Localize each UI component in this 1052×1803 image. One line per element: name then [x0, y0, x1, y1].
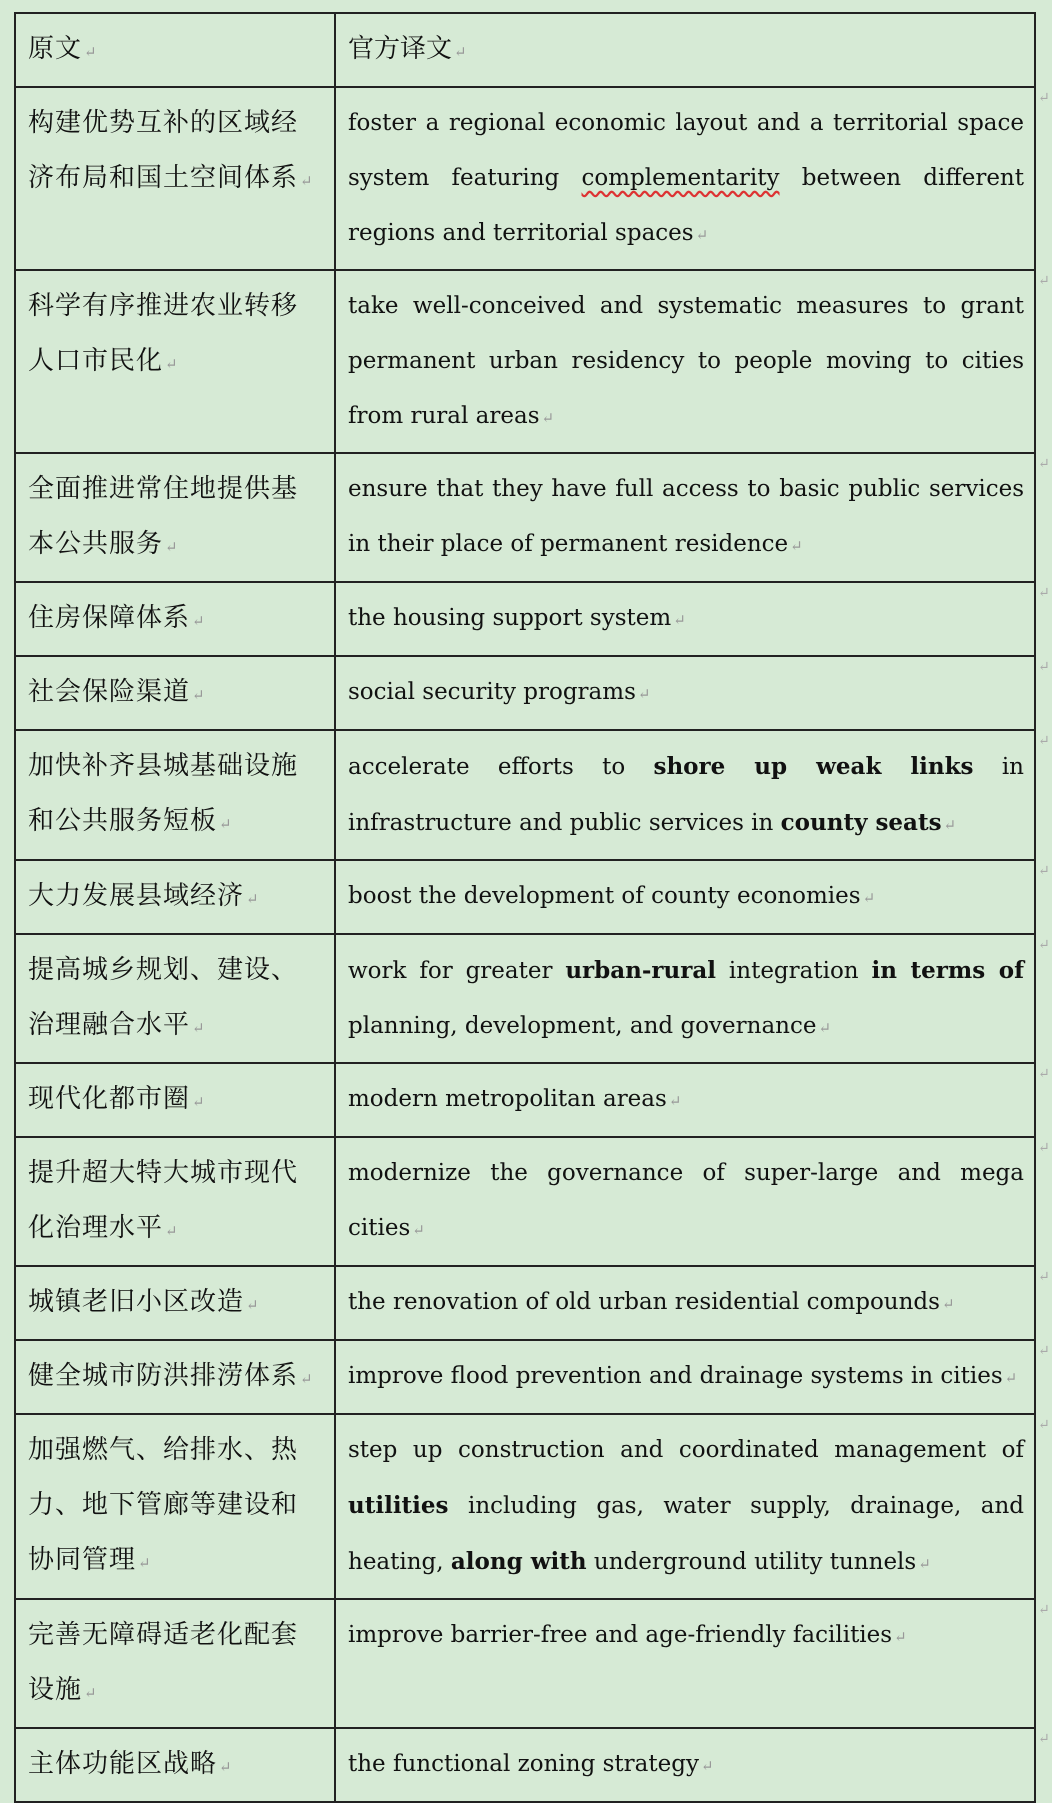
source-term: 全面推进常住地提供基本公共服务 — [28, 474, 299, 559]
table-row — [15, 270, 1035, 453]
bold-term: utilities — [348, 1492, 449, 1519]
header-row — [15, 13, 1035, 87]
table-row — [15, 934, 1035, 1063]
bold-term: in terms of — [871, 957, 1024, 984]
bold-term: county seats — [780, 809, 942, 836]
translation-cell — [335, 730, 1035, 860]
source-term: 城镇老旧小区改造 — [28, 1287, 245, 1317]
translation-text: modernize the governance of super-large and mega cities — [348, 1160, 1024, 1241]
header-translation-cell — [335, 13, 1035, 87]
paragraph-mark: ↵ — [84, 1684, 98, 1702]
table-row — [15, 1063, 1035, 1137]
paragraph-mark: ↵ — [673, 611, 686, 629]
header-translation-label: 官方译文 — [348, 34, 453, 64]
source-term-cell — [15, 1414, 335, 1599]
source-term: 健全城市防洪排涝体系 — [28, 1361, 299, 1391]
table-row — [15, 1266, 1035, 1340]
translation-text: in infrastructure and public services in — [348, 754, 1024, 836]
table-row — [15, 453, 1035, 582]
row-end-mark: ↵ — [1038, 1602, 1050, 1618]
paragraph-mark: ↵ — [1004, 1369, 1018, 1387]
translation-cell — [335, 934, 1035, 1063]
paragraph-mark: ↵ — [192, 1093, 206, 1111]
translation-text: social security programs — [348, 679, 636, 705]
paragraph-mark: ↵ — [84, 43, 98, 61]
translation-text: improve barrier-free and age-friendly facilities — [348, 1622, 893, 1648]
row-end-mark: ↵ — [1038, 937, 1050, 953]
source-term-cell — [15, 656, 335, 730]
paragraph-mark: ↵ — [695, 226, 709, 244]
source-term: 提升超大特大城市现代化治理水平 — [28, 1158, 299, 1243]
row-end-mark: ↵ — [1038, 863, 1050, 879]
table-row — [15, 860, 1035, 934]
paragraph-mark: ↵ — [219, 1758, 233, 1776]
translation-cell — [335, 1063, 1035, 1137]
source-term-cell — [15, 1137, 335, 1266]
source-term-cell — [15, 1599, 335, 1728]
translation-cell — [335, 1599, 1035, 1728]
source-term-cell — [15, 1266, 335, 1340]
paragraph-mark: ↵ — [862, 889, 876, 907]
bold-term: along with — [450, 1548, 587, 1575]
paragraph-mark: ↵ — [790, 537, 803, 555]
paragraph-mark: ↵ — [941, 1295, 955, 1313]
translation-text: modern metropolitan areas — [348, 1086, 667, 1112]
paragraph-mark: ↵ — [700, 1757, 714, 1775]
paragraph-mark: ↵ — [165, 538, 179, 556]
paragraph-mark: ↵ — [300, 1370, 314, 1388]
source-term: 住房保障体系 — [28, 603, 191, 633]
paragraph-mark: ↵ — [412, 1221, 425, 1239]
source-term-cell — [15, 730, 335, 860]
paragraph-mark: ↵ — [637, 685, 651, 703]
source-term-cell — [15, 860, 335, 934]
source-term: 大力发展县域经济 — [28, 881, 245, 911]
table-row — [15, 1599, 1035, 1728]
source-term-cell — [15, 87, 335, 270]
source-term-cell — [15, 582, 335, 656]
header-source-label: 原文 — [28, 34, 83, 64]
paragraph-mark: ↵ — [300, 172, 314, 190]
paragraph-mark: ↵ — [454, 43, 467, 61]
source-term-cell — [15, 934, 335, 1063]
translation-text: work for greater — [348, 958, 566, 984]
paragraph-mark: ↵ — [192, 612, 206, 630]
header-source-cell — [15, 13, 335, 87]
source-term: 完善无障碍适老化配套设施 — [28, 1620, 299, 1705]
paragraph-mark: ↵ — [894, 1628, 907, 1646]
source-term: 加强燃气、给排水、热力、地下管廊等建设和协同管理 — [28, 1435, 299, 1575]
source-term: 构建优势互补的区域经济布局和国土空间体系 — [28, 108, 299, 193]
translation-cell — [335, 656, 1035, 730]
translation-cell — [335, 87, 1035, 270]
paragraph-mark: ↵ — [192, 1019, 206, 1037]
row-end-mark: ↵ — [1038, 1731, 1050, 1747]
bold-term: shore up weak links — [653, 753, 974, 780]
translation-text: boost the development of county economies — [348, 883, 861, 909]
source-term: 科学有序推进农业转移人口市民化 — [28, 291, 299, 376]
table-row — [15, 87, 1035, 270]
table-row — [15, 582, 1035, 656]
translation-cell — [335, 1414, 1035, 1599]
row-end-mark: ↵ — [1038, 1066, 1050, 1082]
paragraph-mark: ↵ — [668, 1092, 682, 1110]
source-term-cell — [15, 453, 335, 582]
translation-text: underground utility tunnels — [586, 1549, 917, 1575]
translation-text: ensure that they have full access to basic public services in their place of permanent residence — [348, 476, 1024, 557]
translation-cell — [335, 1137, 1035, 1266]
translation-text: foster a regional economic layout and a territorial space system featuring — [348, 110, 1024, 191]
paragraph-mark: ↵ — [246, 1296, 260, 1314]
translation-cell — [335, 270, 1035, 453]
table-row — [15, 1414, 1035, 1599]
translation-cell — [335, 1266, 1035, 1340]
translation-cell — [335, 453, 1035, 582]
translation-text: take well-conceived and systematic measures to grant permanent urban residency to people moving to cities from rural areas — [348, 293, 1024, 429]
source-term: 提高城乡规划、建设、治理融合水平 — [28, 955, 299, 1040]
row-end-mark: ↵ — [1038, 1269, 1050, 1285]
table-row — [15, 730, 1035, 860]
table-row — [15, 1137, 1035, 1266]
row-end-mark: ↵ — [1038, 733, 1050, 749]
translation-cell — [335, 860, 1035, 934]
paragraph-mark: ↵ — [138, 1554, 152, 1572]
translation-text: accelerate efforts to — [348, 754, 654, 780]
translation-cell — [335, 1340, 1035, 1414]
paragraph-mark: ↵ — [818, 1019, 832, 1037]
source-term-cell — [15, 1063, 335, 1137]
source-term-cell — [15, 1340, 335, 1414]
translation-text: the functional zoning strategy — [348, 1751, 699, 1777]
row-end-mark: ↵ — [1038, 1343, 1050, 1359]
translation-text: the renovation of old urban residential compounds — [348, 1289, 940, 1315]
glossary-table — [14, 12, 1036, 1803]
table-row — [15, 1340, 1035, 1414]
paragraph-mark: ↵ — [918, 1555, 931, 1573]
translation-text: including gas, water supply, drainage, and heating, — [348, 1493, 1024, 1575]
bold-term: urban-rural — [565, 957, 717, 984]
paragraph-mark: ↵ — [192, 686, 206, 704]
paragraph-mark: ↵ — [219, 815, 233, 833]
translation-text: integration — [716, 958, 872, 984]
translation-text: the housing support system — [348, 605, 672, 631]
source-term: 社会保险渠道 — [28, 677, 191, 707]
source-term: 主体功能区战略 — [28, 1749, 218, 1779]
source-term: 现代化都市圈 — [28, 1084, 191, 1114]
source-term: 加快补齐县城基础设施和公共服务短板 — [28, 751, 299, 836]
row-end-mark: ↵ — [1038, 1140, 1050, 1156]
paragraph-mark: ↵ — [165, 1222, 179, 1240]
spellcheck-word: complementarity — [581, 165, 780, 191]
translation-text: between different regions and territorial spaces — [348, 165, 1024, 246]
translation-cell — [335, 1728, 1035, 1802]
row-end-mark: ↵ — [1038, 456, 1050, 472]
row-end-mark: ↵ — [1038, 1417, 1050, 1433]
row-end-mark: ↵ — [1038, 585, 1050, 601]
table-row — [15, 1728, 1035, 1802]
paragraph-mark: ↵ — [943, 816, 957, 834]
translation-text: step up construction and coordinated management of — [348, 1437, 1024, 1463]
source-term-cell — [15, 270, 335, 453]
row-end-mark: ↵ — [1038, 273, 1050, 289]
paragraph-mark: ↵ — [246, 890, 260, 908]
translation-text: improve flood prevention and drainage systems in cities — [348, 1363, 1003, 1389]
table-row — [15, 656, 1035, 730]
paragraph-mark: ↵ — [165, 355, 179, 373]
paragraph-mark: ↵ — [541, 409, 555, 427]
translation-text: planning, development, and governance — [348, 1013, 817, 1039]
row-end-mark: ↵ — [1038, 659, 1050, 675]
row-end-mark: ↵ — [1038, 90, 1050, 106]
translation-cell — [335, 582, 1035, 656]
source-term-cell — [15, 1728, 335, 1802]
